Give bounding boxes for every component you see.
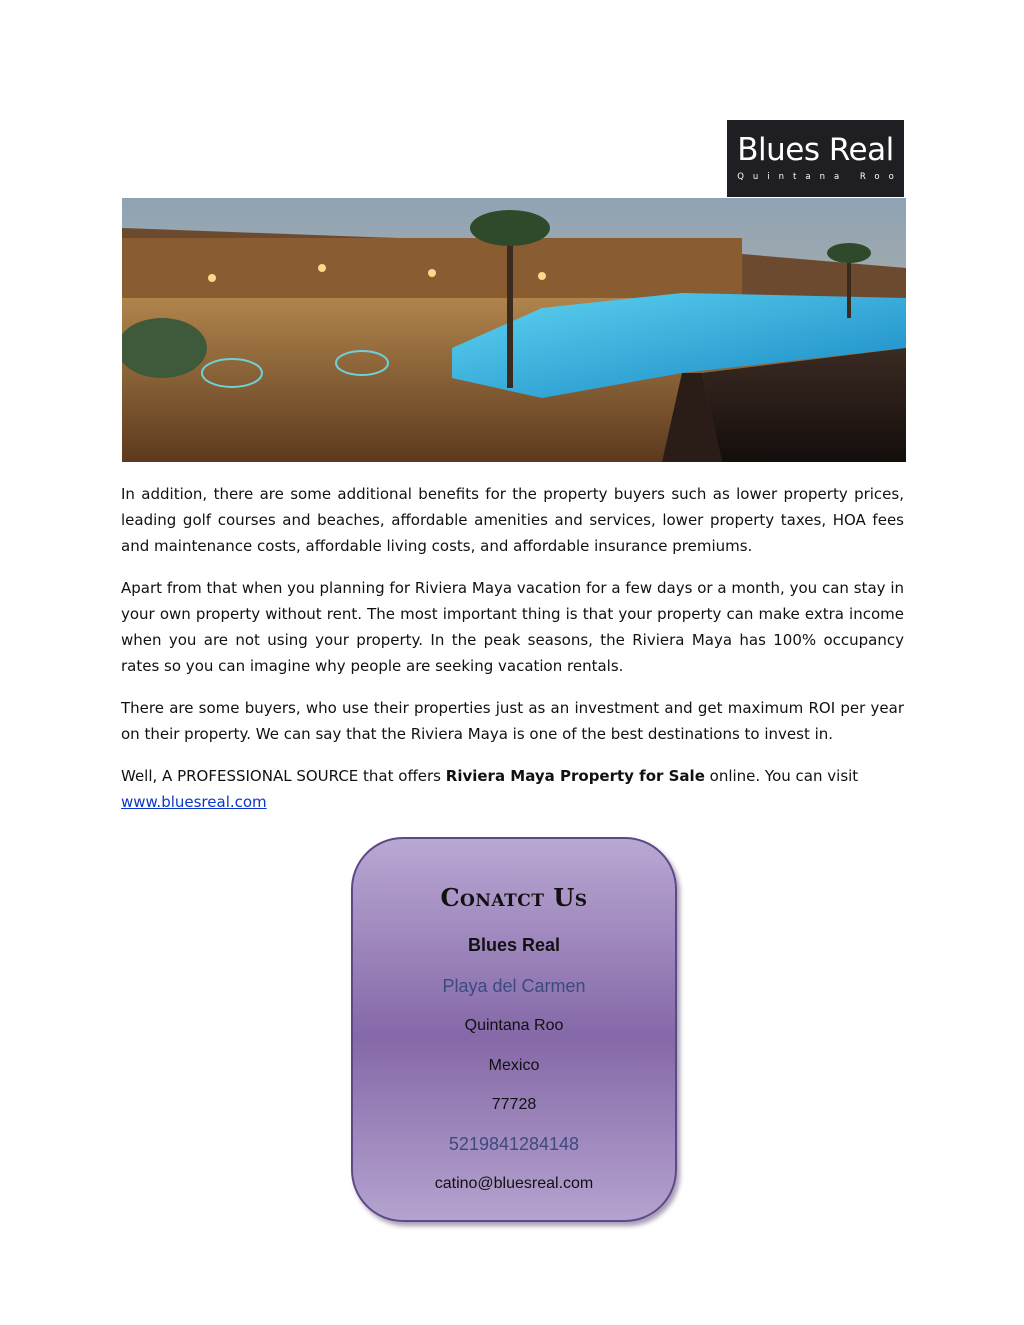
contact-email: catino@bluesreal.com: [434, 1175, 594, 1192]
visit-text-lead: Well, A PROFESSIONAL SOURCE that offers: [121, 767, 446, 785]
contact-country: Mexico: [488, 1057, 540, 1074]
logo-subtitle: Quintana Roo: [737, 172, 903, 182]
contact-state: Quintana Roo: [464, 1017, 564, 1034]
contact-company: Blues Real: [467, 935, 561, 955]
highlight-property-sale: Riviera Maya Property for Sale: [445, 767, 705, 785]
contact-zip: 77728: [491, 1096, 537, 1113]
contact-phone: 5219841284148: [448, 1134, 580, 1154]
brand-logo: [727, 120, 904, 197]
logo-name: Blues Real: [737, 132, 894, 168]
visit-text-tail: online. You can visit: [704, 767, 859, 785]
paragraph-benefits: In addition, there are some additional benefits for the property buyers such as lower property prices, leading golf courses and beaches, affordable amenities and services, lower property taxes, HOA fees and maintenance costs, affordable living costs, and affordable insurance premiums.: [121, 485, 904, 555]
paragraph-visit: [121, 763, 904, 815]
website-link[interactable]: www.bluesreal.com: [121, 793, 267, 811]
contact-card: [351, 837, 677, 1222]
contact-city: Playa del Carmen: [442, 976, 586, 996]
paragraph-investment: There are some buyers, who use their properties just as an investment and get maximum ROI per year on their property. We can say that the Riviera Maya is one of the best destinations to invest in.: [121, 699, 904, 743]
paragraph-vacation: Apart from that when you planning for Riviera Maya vacation for a few days or a month, you can stay in your own property without rent. The most important thing is that your property can make extra income when you are not using your property. In the peak seasons, the Riviera Maya has 100% occupancy rates so you can imagine why people are seeking vacation rentals.: [121, 579, 904, 675]
contact-title: Conatct Us: [440, 883, 588, 912]
resort-pool-image: [122, 198, 906, 462]
